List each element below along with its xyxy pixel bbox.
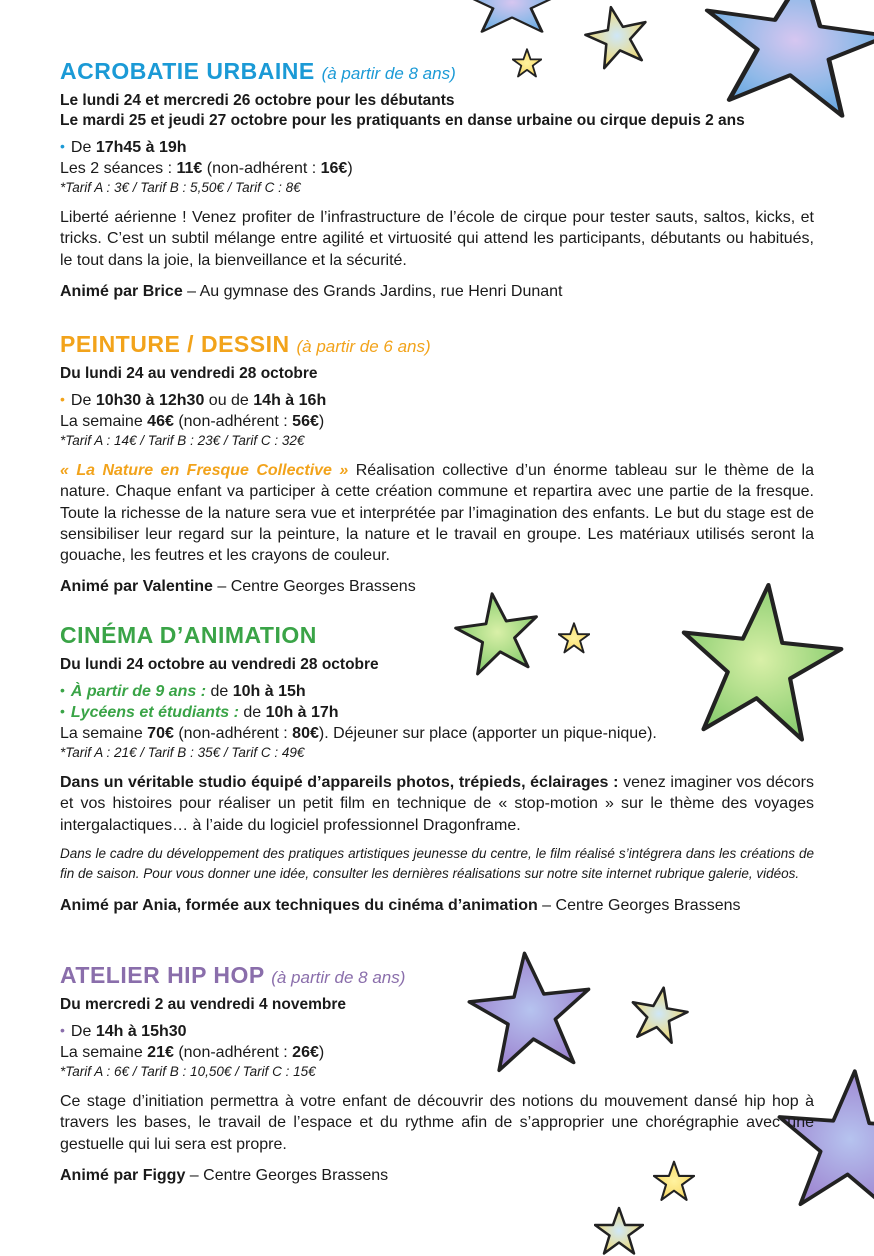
title-text: PEINTURE / DESSIN [60, 331, 290, 357]
schedule [60, 1021, 814, 1042]
bullet-icon: • [60, 703, 65, 719]
time: 14h à 16h [253, 392, 327, 409]
tarif: *Tarif A : 6€ / Tarif B : 10,50€ / Tarif C : 15€ [60, 1064, 316, 1079]
star-icon [462, 0, 562, 35]
date-line: Du lundi 24 octobre au vendredi 28 octobre [60, 656, 379, 673]
tarif: *Tarif A : 14€ / Tarif B : 23€ / Tarif C : 32€ [60, 433, 305, 448]
price-suffix: ) [347, 160, 353, 177]
time: 10h à 15h [232, 683, 306, 700]
animator-line [60, 281, 814, 302]
schedule [60, 702, 814, 723]
time-prefix: de [206, 683, 233, 700]
price-line [60, 1042, 814, 1063]
time: 17h45 à 19h [95, 139, 187, 156]
time: 14h à 15h30 [95, 1023, 187, 1040]
price-line [60, 411, 814, 432]
price-mid: (non-adhérent : [202, 160, 321, 177]
animator-line [60, 895, 814, 916]
animator: Animé par Ania, formée aux techniques du cinéma d’animation [60, 896, 538, 914]
time-mid: ou de [204, 392, 254, 409]
time: 10h à 17h [265, 704, 339, 721]
age-range: (à partir de 8 ans) [321, 64, 456, 83]
section-acrobatie-urbaine [60, 58, 814, 302]
price-suffix: ) [318, 413, 325, 430]
price-prefix: Les 2 séances : [60, 160, 177, 177]
price: 21€ [147, 1044, 174, 1061]
animator-line [60, 1165, 814, 1186]
section-title [60, 962, 814, 989]
price-nonmember: 80€ [292, 725, 319, 742]
age-range: (à partir de 8 ans) [271, 968, 406, 987]
time-prefix: De [70, 392, 96, 409]
section-peinture-dessin [60, 331, 814, 597]
schedule [60, 137, 814, 158]
section-title [60, 622, 814, 649]
title-text: ACROBATIE URBAINE [60, 58, 315, 84]
description: Liberté aérienne ! Venez profiter de l’infrastructure de l’école de cirque pour tester sauts, saltos, kicks, et tricks. C’est un subtil mélange entre agilité et virtuosité qui attend les participants, débutants ou habitués, le tout dans la joie, la bienveillance et la sécurité. [60, 209, 814, 269]
description-text: venez imaginer vos décors et vos histoires pour réaliser un petit film en technique de « stop-motion » sur le thème des voyages intergalactiques… à l’aide du logiciel professionnel Dragonframe. [60, 774, 814, 834]
price: 70€ [147, 725, 174, 742]
animator: Animé par Figgy [60, 1166, 186, 1184]
price: 46€ [147, 413, 174, 430]
bullet-icon: • [60, 682, 65, 698]
tarif: *Tarif A : 3€ / Tarif B : 5,50€ / Tarif C : 8€ [60, 180, 301, 195]
time: 10h30 à 12h30 [95, 392, 205, 409]
price-mid: (non-adhérent : [173, 413, 293, 430]
title-text: ATELIER HIP HOP [60, 962, 265, 988]
location: – Centre Georges Brassens [212, 578, 416, 596]
location: – Centre Georges Brassens [185, 1166, 389, 1184]
description [60, 772, 814, 836]
price-nonmember: 16€ [320, 160, 348, 177]
age-group: À partir de 9 ans : [70, 683, 207, 700]
time-prefix: De [70, 1023, 96, 1040]
section-title [60, 331, 814, 358]
animator: Animé par Brice [60, 282, 183, 300]
location: – Centre Georges Brassens [537, 896, 741, 914]
time-prefix: de [238, 704, 266, 721]
price-prefix: La semaine [60, 1044, 148, 1061]
age-range: (à partir de 6 ans) [296, 337, 431, 356]
section-title [60, 58, 814, 85]
location: – Au gymnase des Grands Jardins, rue Henri Dunant [182, 282, 563, 300]
dates [60, 91, 814, 131]
description-text: Réalisation collective d’un énorme tableau sur le thème de la nature. Chaque enfant va participer à cette création commune et repartira avec une partie de la fresque. Toute la richesse de la nature sera vue et interprétée par l’imagination des enfants. Le but du stage est de sensibiliser leur regard sur la peinture, la nature et le travail en groupe. Les matériaux utilisés seront la gouache, les feutres et les crayons de couleur. [60, 462, 814, 565]
price-prefix: La semaine [60, 413, 148, 430]
price-mid: (non-adhérent : [173, 1044, 293, 1061]
note: Dans le cadre du développement des pratiques artistiques jeunesse du centre, le film réalisé s’intégrera dans les créations de fin de saison. Pour vous donner une idée, consulter les dernières réalisations sur notre site internet rubrique galerie, vidéos. [60, 845, 814, 882]
age-group: Lycéens et étudiants : [70, 704, 239, 721]
time-prefix: De [70, 139, 96, 156]
price-suffix: ). Déjeuner sur place (apporter un pique-nique). [318, 725, 657, 742]
price-line [60, 723, 814, 744]
price-nonmember: 26€ [292, 1044, 319, 1061]
price-nonmember: 56€ [292, 413, 319, 430]
section-cinema-animation [60, 622, 814, 916]
price-prefix: La semaine [60, 725, 148, 742]
schedule [60, 390, 814, 411]
animator-line [60, 576, 814, 597]
description-lead: Dans un véritable studio équipé d’appareils photos, trépieds, éclairages : [60, 774, 619, 791]
price-line [60, 158, 814, 179]
section-atelier-hip-hop [60, 962, 814, 1186]
date-line: Du mercredi 2 au vendredi 4 novembre [60, 996, 346, 1013]
bullet-icon: • [60, 1022, 65, 1038]
date-line: Le mardi 25 et jeudi 27 octobre pour les pratiquants en danse urbaine ou cirque depuis 2 ans [60, 112, 745, 129]
price-mid: (non-adhérent : [173, 725, 293, 742]
dates [60, 655, 814, 675]
title-text: CINÉMA D’ANIMATION [60, 622, 317, 648]
date-line: Du lundi 24 au vendredi 28 octobre [60, 365, 318, 382]
bullet-icon: • [60, 138, 65, 154]
dates [60, 995, 814, 1015]
tarif: *Tarif A : 21€ / Tarif B : 35€ / Tarif C : 49€ [60, 745, 305, 760]
price-suffix: ) [318, 1044, 325, 1061]
bullet-icon: • [60, 391, 65, 407]
price: 11€ [176, 160, 203, 177]
schedule [60, 681, 814, 702]
description [60, 460, 814, 566]
date-line: Le lundi 24 et mercredi 26 octobre pour les débutants [60, 92, 455, 109]
dates [60, 364, 814, 384]
description: Ce stage d’initiation permettra à votre enfant de découvrir des notions du mouvement dansé hip hop à travers les bases, le travail de l’espace et du rythme afin de s’approprier une chorégraphie avec une gestuelle qui lui sera est propre. [60, 1093, 814, 1153]
project-title: « La Nature en Fresque Collective » [60, 462, 349, 479]
animator: Animé par Valentine [60, 578, 213, 596]
star-icon [594, 1206, 644, 1256]
